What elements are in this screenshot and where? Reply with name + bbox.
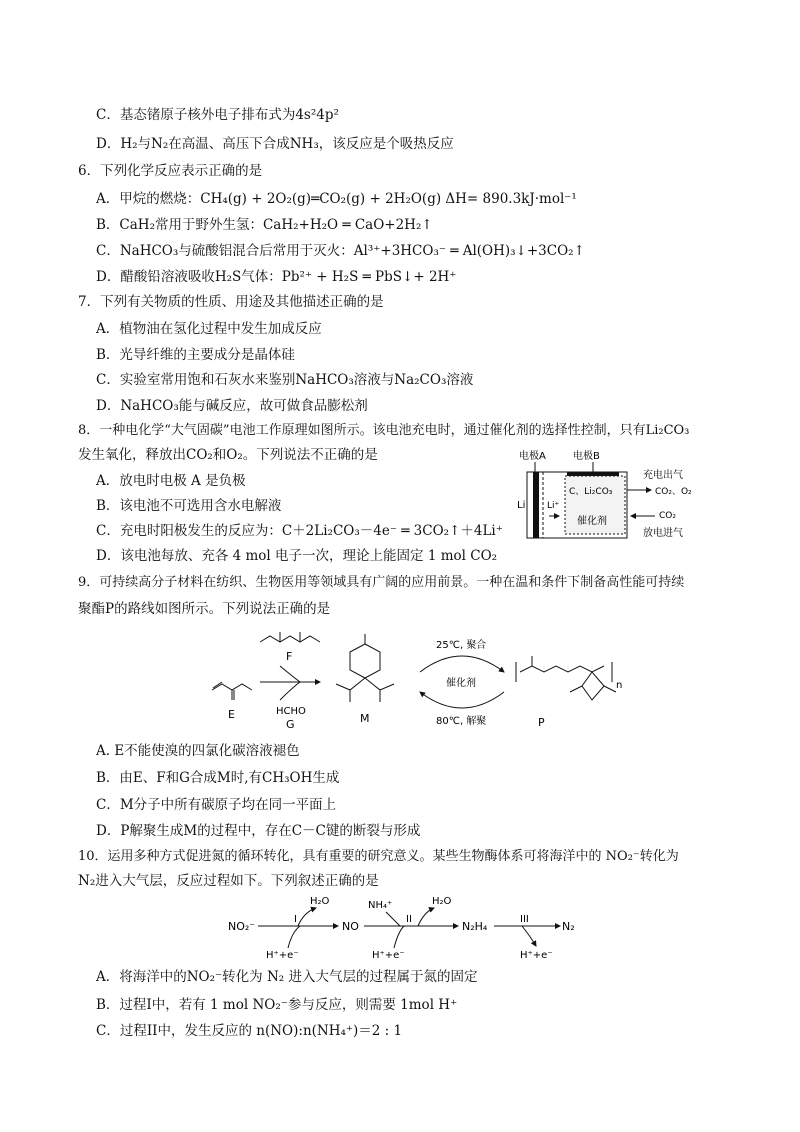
nitrogen-scheme [222,892,582,962]
molecule-f-label: F [286,650,293,663]
q9-stem: 9．可持续高分子材料在纺织、生物医用等领域具有广阔的应用前景。一种在温和条件下制备高性能可持续 [78,575,685,590]
nh4-reagent: NH₄⁺ [368,900,393,911]
q7-stem: 7．下列有关物质的性质、用途及其他描述正确的是 [78,294,384,310]
species-n2: N₂ [562,920,575,933]
charge-out-label: 充电出气 [643,470,683,481]
catalyst-label: 催化剂 [577,516,607,527]
c-li2co3-label: C、Li₂CO₃ [569,487,613,497]
q8-stem-cont: 发生氧化，释放出CO₂和O₂。下列说法不正确的是 [78,447,378,463]
molecule-p [516,656,616,700]
co2-in-label: CO₂ [659,511,676,521]
step-1-label: I [294,914,297,925]
molecule-f [260,632,320,642]
discharge-in-label: 放电进气 [643,528,683,539]
q9-stem-cont: 聚酯P的路线如图所示。下列说法正确的是 [78,601,331,617]
molecule-e-label: E [228,708,235,721]
battery-diagram [515,446,725,546]
q8-stem: 8．一种电化学“大气固碳”电池工作原理如图所示。该电池充电时，通过催化剂的选择性控制，只有Li₂CO₃ [78,423,690,438]
q6-stem: 6．下列化学反应表示正确的是 [78,163,263,179]
q9-option-c: C．M分子中所有碳原子均在同一平面上 [96,797,337,813]
q9-option-b: B．由E、F和G合成M时,有CH₃OH生成 [96,770,340,786]
step-3-label: III [520,914,529,925]
li-electrode [533,472,539,538]
species-n2h4: N₂H₄ [462,920,488,933]
gases-out-label: CO₂、O₂ [655,487,692,497]
he-product-3: H⁺+e⁻ [520,950,553,961]
electrode-a-label: 电极A [519,451,546,462]
q6-option-c: C．NaHCO₃与硫酸铝混合后常用于灭火：Al³⁺+3HCO₃⁻ ═ Al(OH)₃↓+3CO₂↑ [96,243,585,259]
q6-option-a: A．甲烷的燃烧：CH₄(g) + 2O₂(g)═CO₂(g) + 2H₂O(g) ΔH= 890.3kJ·mol⁻¹ [96,191,577,207]
q10-stem: 10．运用多种方式促进氮的循环转化，具有重要的研究意义。某些生物酶体系可将海洋中的 NO₂⁻转化为 [78,849,679,864]
q7-option-a: A．植物油在氢化过程中发生加成反应 [96,321,322,337]
q10-option-b: B．过程I中，若有 1 mol NO₂⁻参与反应，则需要 1mol H⁺ [96,997,458,1013]
condition-catalyst: 催化剂 [446,678,476,689]
species-no2: NO₂⁻ [228,920,256,933]
q8-option-c: C．充电时阳极发生的反应为：C＋2Li₂CO₃－4e⁻ ═ 3CO₂↑＋4Li⁺ [96,523,503,539]
molecule-g-formula: HCHO [276,706,306,717]
molecule-m [336,634,394,702]
q5-option-d: D．H₂与N₂在高温、高压下合成NH₃，该反应是个吸热反应 [96,136,454,152]
q6-option-d: D．醋酸铅溶液吸收H₂S气体：Pb²⁺ + H₂S ═ PbS↓+ 2H⁺ [96,269,457,285]
species-no: NO [342,920,359,933]
q9-option-d: D．P解聚生成M的过程中，存在C－C键的断裂与形成 [96,823,421,839]
he-reagent-1: H⁺+e⁻ [266,950,299,961]
q7-option-c: C．实验室常用饱和石灰水来鉴别NaHCO₃溶液与Na₂CO₃溶液 [96,372,474,388]
q8-option-d: D．该电池每放、充各 4 mol 电子一次，理论上能固定 1 mol CO₂ [96,548,498,564]
q10-option-a: A．将海洋中的NO₂⁻转化为 N₂ 进入大气层的过程属于氮的固定 [96,969,478,985]
repeat-unit-n: n [616,680,623,691]
polymer-scheme [200,622,640,734]
electrode-b-label: 电极B [573,451,600,462]
q9-option-a: A. E不能使溴的四氯化碳溶液褪色 [96,743,300,759]
q10-option-c: C．过程II中，发生反应的 n(NO):n(NH₄⁺)＝2 : 1 [96,1023,403,1039]
li-label: Li [517,500,526,511]
h2o-product-1: H₂O [310,896,330,907]
he-reagent-2: H⁺+e⁻ [372,950,405,961]
q10-stem-cont: N₂进入大气层，反应过程如下。下列叙述正确的是 [78,873,379,889]
q7-option-b: B．光导纤维的主要成分是晶体硅 [96,347,295,363]
condition-polymerize: 25℃, 聚合 [436,640,487,651]
li-ion-label: Li⁺ [547,501,560,511]
q7-option-d: D．NaHCO₃能与碱反应，故可做食品膨松剂 [96,398,368,414]
step-2-label: II [406,914,412,925]
h2o-product-2: H₂O [432,896,452,907]
molecule-e [212,682,252,700]
molecule-m-label: M [360,712,370,725]
q5-option-c: C．基态锗原子核外电子排布式为4s²4p² [96,107,339,123]
condition-depolymerize: 80℃, 解聚 [436,716,487,727]
molecule-p-label: P [538,716,545,729]
q6-option-b: B．CaH₂常用于野外生氢：CaH₂+H₂O ═ CaO+2H₂↑ [96,217,433,233]
molecule-g-label: G [286,718,295,731]
q8-option-b: B．该电池不可选用含水电解液 [96,498,282,514]
q8-option-a: A．放电时电极 A 是负极 [96,473,246,489]
